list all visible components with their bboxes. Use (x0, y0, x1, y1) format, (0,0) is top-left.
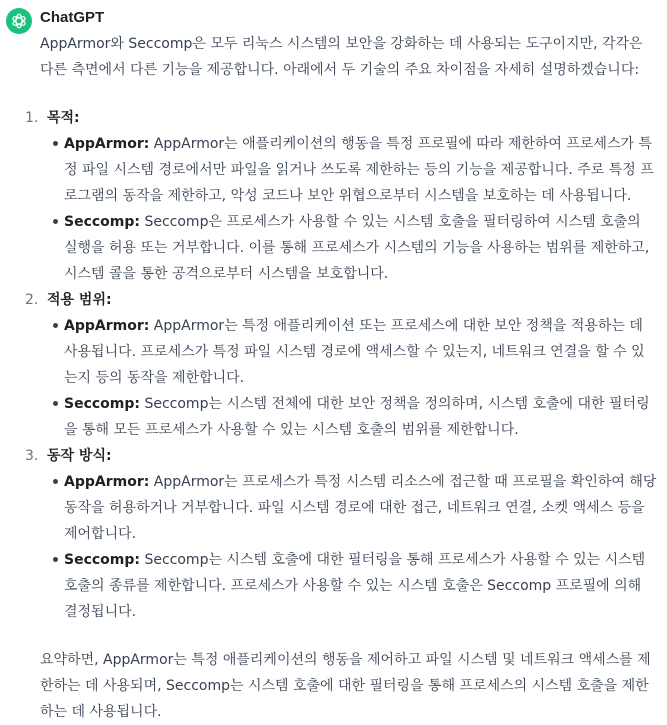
bullet-dot (53, 401, 58, 406)
bullet-text: AppArmor는 프로세스가 특정 시스템 리소스에 접근할 때 프로필을 확인하여 해당 동작을 허용하거나 거부합니다. 파일 시스템 경로에 대한 접근, 네트워크 연결, 소켓 액세스 등을 제어합니다. (64, 474, 657, 542)
section-number: 3. (25, 448, 39, 464)
bullet-dot (53, 479, 58, 484)
bullet-term: AppArmor: (64, 136, 150, 152)
bullet-item (47, 547, 658, 625)
section-title: 동작 방식: (47, 448, 112, 464)
section-bullets (47, 131, 660, 287)
openai-logo-icon (10, 12, 28, 30)
comparison-list (25, 105, 660, 625)
bullet-term: Seccomp: (64, 396, 141, 412)
summary-paragraph: 요약하면, AppArmor는 특정 애플리케이션의 행동을 제어하고 파일 시스템 및 네트워크 액세스를 제한하는 데 사용되며, Seccomp는 시스템 호출에 대한 필터링을 통해 프로세스의 시스템 호출을 제한하는 데 사용됩니다. (40, 652, 651, 720)
section-title: 목적: (47, 110, 80, 126)
bullet-text: Seccomp는 시스템 전체에 대한 보안 정책을 정의하며, 시스템 호출에 대한 필터링을 통해 모든 프로세스가 사용할 수 있는 시스템 호출의 범위를 제한합니다. (64, 396, 650, 438)
bullet-item (47, 131, 658, 209)
section-bullets (47, 313, 660, 443)
bullet-term: Seccomp: (64, 214, 141, 230)
bullet-item (47, 391, 658, 443)
section-title: 적용 범위: (47, 292, 112, 308)
bullet-term: AppArmor: (64, 318, 150, 334)
bullet-term: AppArmor: (64, 474, 150, 490)
section-item (25, 105, 660, 287)
bullet-dot (53, 557, 58, 562)
bullet-item (47, 469, 658, 547)
chatgpt-avatar (6, 8, 32, 34)
bullet-text: AppArmor는 특정 애플리케이션 또는 프로세스에 대한 보안 정책을 적용하는 데 사용됩니다. 프로세스가 특정 파일 시스템 경로에 액세스할 수 있는지, 네트워크 연결을 할 수 있는지 등의 동작을 제한합니다. (64, 318, 645, 386)
section-number: 1. (25, 110, 39, 126)
author-name: ChatGPT (40, 9, 105, 26)
section-item (25, 287, 660, 443)
bullet-dot (53, 219, 58, 224)
bullet-dot (53, 323, 58, 328)
section-bullets (47, 469, 660, 625)
bullet-term: Seccomp: (64, 552, 141, 568)
bullet-text: Seccomp은 프로세스가 사용할 수 있는 시스템 호출을 필터링하여 시스템 호출의 실행을 허용 또는 거부합니다. 이를 통해 프로세스가 시스템의 기능을 사용하는 범위를 제한하고, 시스템 콜을 통한 공격으로부터 시스템을 보호합니다. (64, 214, 650, 282)
section-item (25, 443, 660, 625)
section-number: 2. (25, 292, 39, 308)
bullet-text: Seccomp는 시스템 호출에 대한 필터링을 통해 프로세스가 사용할 수 있는 시스템 호출의 종류를 제한합니다. 프로세스가 사용할 수 있는 시스템 호출은 Seccomp 프로필에 의해 결정됩니다. (64, 552, 646, 620)
message-content (25, 31, 660, 725)
bullet-text: AppArmor는 애플리케이션의 행동을 특정 프로필에 따라 제한하여 프로세스가 특정 파일 시스템 경로에서만 파일을 읽거나 쓰도록 제한하는 등의 기능을 제공합니다. 주로 특정 프로그램의 동작을 제한하고, 악성 코드나 보안 위협으로부터 시스템을 보호하는 데 사용됩니다. (64, 136, 654, 204)
bullet-item (47, 313, 658, 391)
intro-paragraph: AppArmor와 Seccomp은 모두 리눅스 시스템의 보안을 강화하는 데 사용되는 도구이지만, 각각은 다른 측면에서 다른 기능을 제공합니다. 아래에서 두 기술의 주요 차이점을 자세히 설명하겠습니다: (40, 36, 643, 78)
bullet-item (47, 209, 658, 287)
bullet-dot (53, 141, 58, 146)
